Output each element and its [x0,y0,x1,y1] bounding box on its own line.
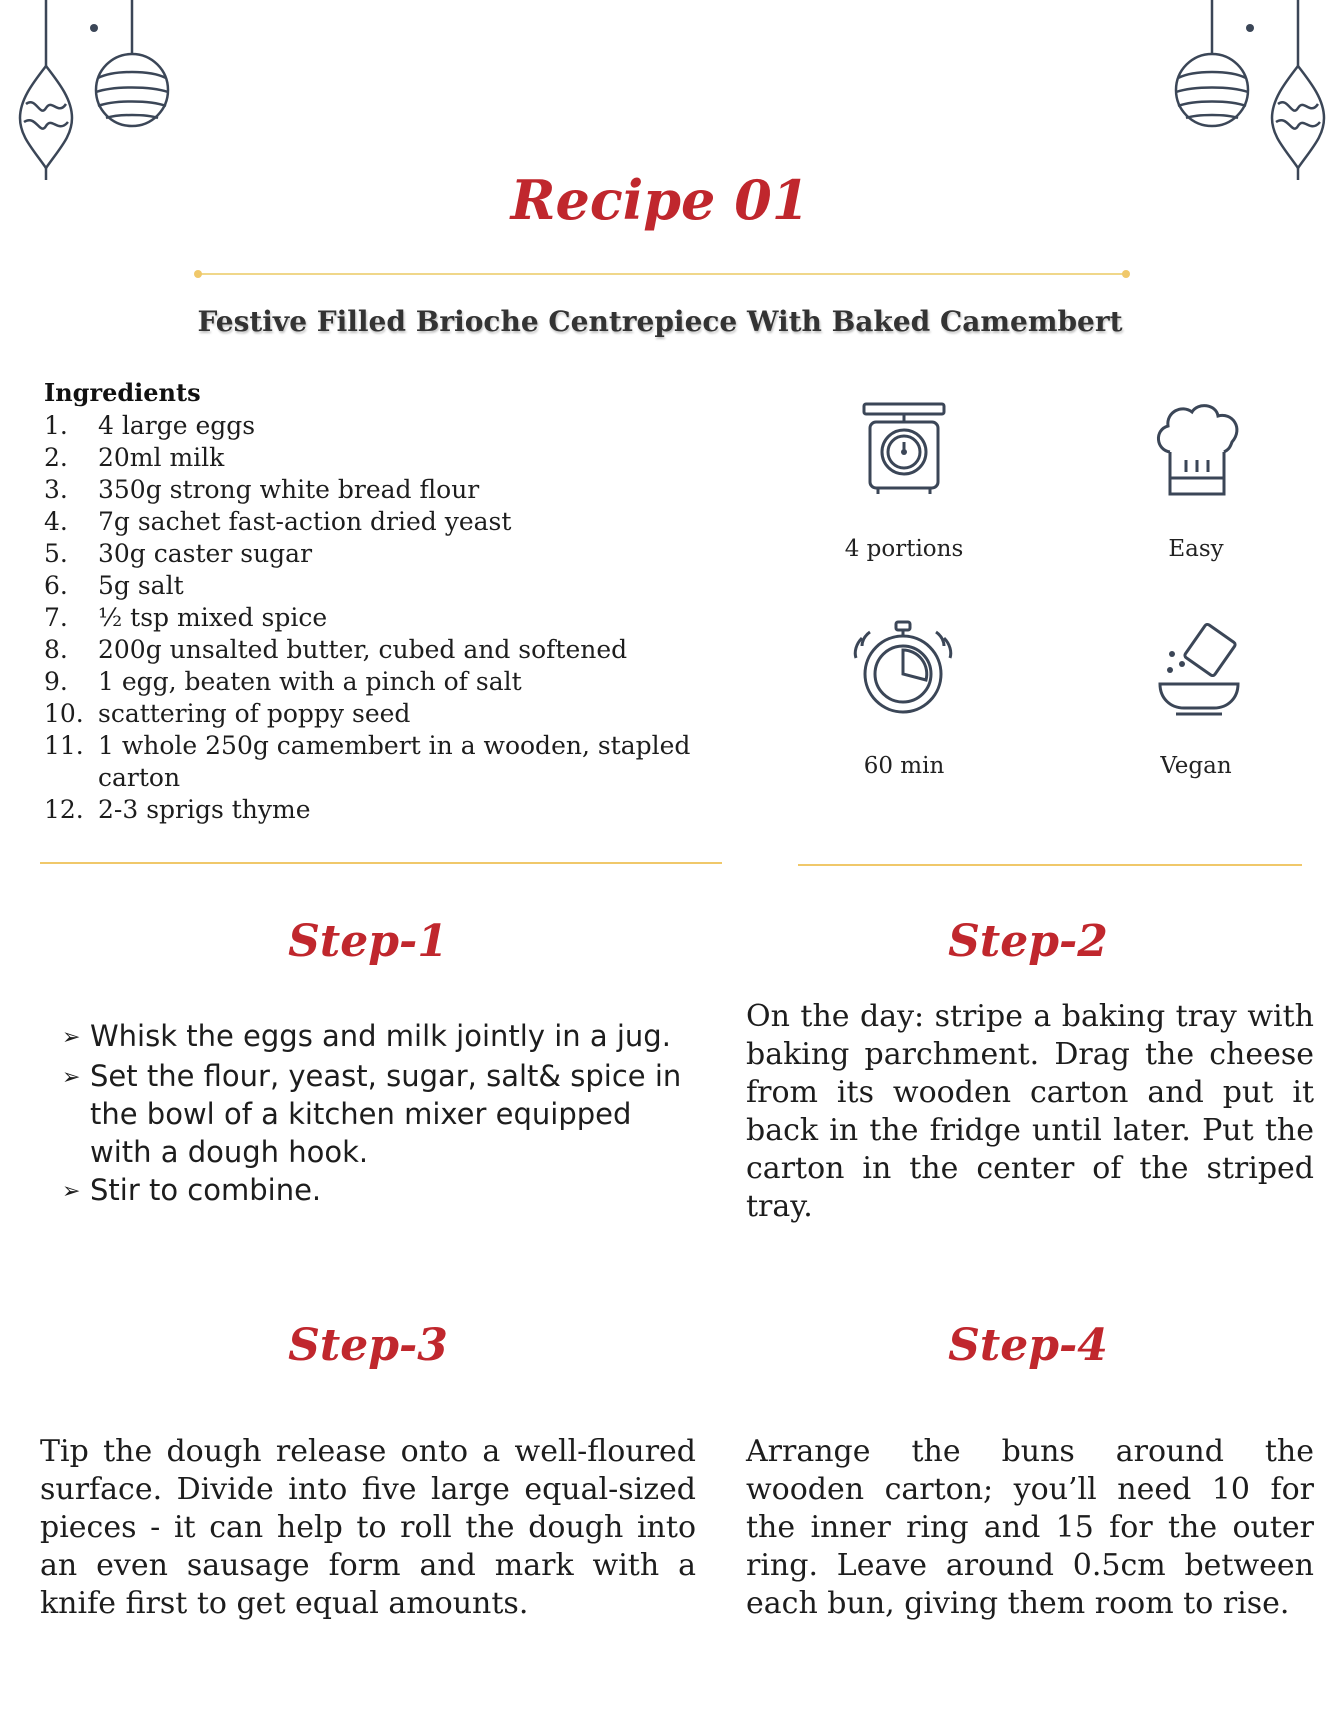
kitchen-scale-icon [860,398,948,498]
list-item: 4. 7g sachet fast-action dried yeast [44,507,512,536]
portions-label: 4 portions [844,536,964,562]
step-3-text: Tip the dough release onto a well-floured surface. Divide into five large equal-sized pieces - it can help to roll the dough into an even sausage form and mark with a knife first to get equal amounts. [40,1434,696,1621]
recipe-subtitle: Festive Filled Brioche Centrepiece With Baked Camembert [197,305,1123,338]
list-item: 6. 5g salt [44,571,184,600]
page-title: Recipe 01 [510,168,810,232]
chef-hat-icon [1152,400,1244,498]
arrow-bullet-icon: ➢ [62,1065,81,1090]
arrow-bullet-icon: ➢ [62,1179,81,1204]
list-item: 1. 4 large eggs [44,411,256,440]
arrow-bullet-icon: ➢ [62,1025,81,1050]
step-4-text: Arrange the buns around the wooden carton; you’ll need 10 for the inner ring and 15 for the outer ring. Leave around 0.5cm between each bun, giving them room to rise. [746,1434,1314,1621]
difficulty-label: Easy [1168,536,1224,562]
title-divider [192,268,1132,280]
step-3-title: Step-3 [288,1320,448,1371]
section-divider-left [40,862,722,864]
ingredients-list [44,410,704,826]
list-item: 7. ½ tsp mixed spice [44,603,328,632]
list-item: 11. 1 whole 250g camembert in a wooden, stapled carton [44,731,691,792]
section-divider-right [798,864,1302,866]
time-label: 60 min [863,753,945,779]
list-item: 10. scattering of poppy seed [44,699,411,728]
list-item: 8. 200g unsalted butter, cubed and softened [44,635,628,664]
ingredients-heading: Ingredients [44,378,201,407]
ornament-right-icon [1164,0,1334,190]
step-1-title: Step-1 [288,916,448,967]
stopwatch-icon [852,620,954,716]
list-item: 12. 2-3 sprigs thyme [44,795,311,824]
list-item: 3. 350g strong white bread flour [44,475,480,504]
ornament-left-icon [10,0,180,190]
diet-label: Vegan [1160,753,1232,779]
list-item: ➢ Set the flour, yeast, sugar, salt& spice in the bowl of a kitchen mixer equipped with a dough hook. [62,1059,682,1169]
list-item: 2. 20ml milk [44,443,225,472]
list-item: ➢ Whisk the eggs and milk jointly in a jug. [62,1017,682,1057]
step-4-title: Step-4 [948,1320,1108,1371]
list-item: ➢ Stir to combine. [62,1171,682,1211]
list-item: 5. 30g caster sugar [44,539,313,568]
step-2-text: On the day: stripe a baking tray with baking parchment. Drag the cheese from its wooden carton and put it back in the fridge until later. Put the carton in the center of the striped tray. [746,999,1314,1224]
step-1-list [62,1017,682,1211]
step-2-title: Step-2 [948,916,1108,967]
mixing-bowl-icon [1154,618,1244,718]
list-item: 9. 1 egg, beaten with a pinch of salt [44,667,522,696]
